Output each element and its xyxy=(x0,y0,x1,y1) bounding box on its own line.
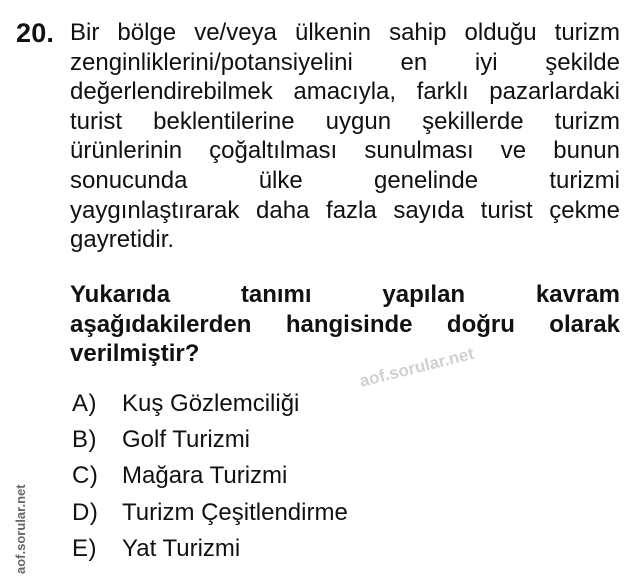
prompt-line: Yukarıda tanımı yapılan kavram xyxy=(70,281,620,308)
option-a[interactable] xyxy=(72,386,492,422)
option-c[interactable] xyxy=(72,458,492,494)
option-b[interactable] xyxy=(72,422,492,458)
option-letter: C) xyxy=(72,462,99,490)
option-text: Mağara Turizmi xyxy=(122,462,288,490)
stem-line: ürünlerinin çoğaltılması sunulması ve bunun xyxy=(70,137,620,165)
stem-line: zenginliklerini/potansiyelini en iyi şekilde xyxy=(70,48,620,76)
answer-options xyxy=(72,386,492,567)
option-d[interactable] xyxy=(72,495,492,531)
question-prompt xyxy=(70,280,620,369)
option-text: Turizm Çeşitlendirme xyxy=(122,498,348,526)
option-letter: A) xyxy=(72,390,97,418)
option-letter: E) xyxy=(72,534,97,562)
stem-line: gayretidir. xyxy=(70,226,175,254)
question-number: 20. xyxy=(16,18,55,48)
stem-line: sonucunda ülke genelinde turizmi xyxy=(70,166,620,194)
watermark-side: aof.sorular.net xyxy=(13,484,28,574)
option-letter: B) xyxy=(72,426,97,454)
option-text: Golf Turizmi xyxy=(122,426,251,454)
stem-line: Bir bölge ve/veya ülkenin sahip olduğu turizm xyxy=(70,19,620,46)
option-letter: D) xyxy=(72,498,99,526)
question-stem xyxy=(70,18,620,255)
option-text: Kuş Gözlemciliği xyxy=(122,390,300,418)
option-text: Yat Turizmi xyxy=(122,534,241,562)
option-e[interactable] xyxy=(72,531,492,567)
stem-line: yaygınlaştırarak daha fazla sayıda turist çekme xyxy=(70,196,620,224)
stem-line: değerlendirebilmek amacıyla, farklı pazarlardaki xyxy=(70,78,620,106)
prompt-line: verilmiştir? xyxy=(70,340,200,368)
prompt-line: aşağıdakilerden hangisinde doğru olarak xyxy=(70,310,620,338)
stem-line: turist beklentilerine uygun şekillerde turizm xyxy=(70,107,620,135)
watermark-center: aof.sorular.net xyxy=(357,343,476,391)
